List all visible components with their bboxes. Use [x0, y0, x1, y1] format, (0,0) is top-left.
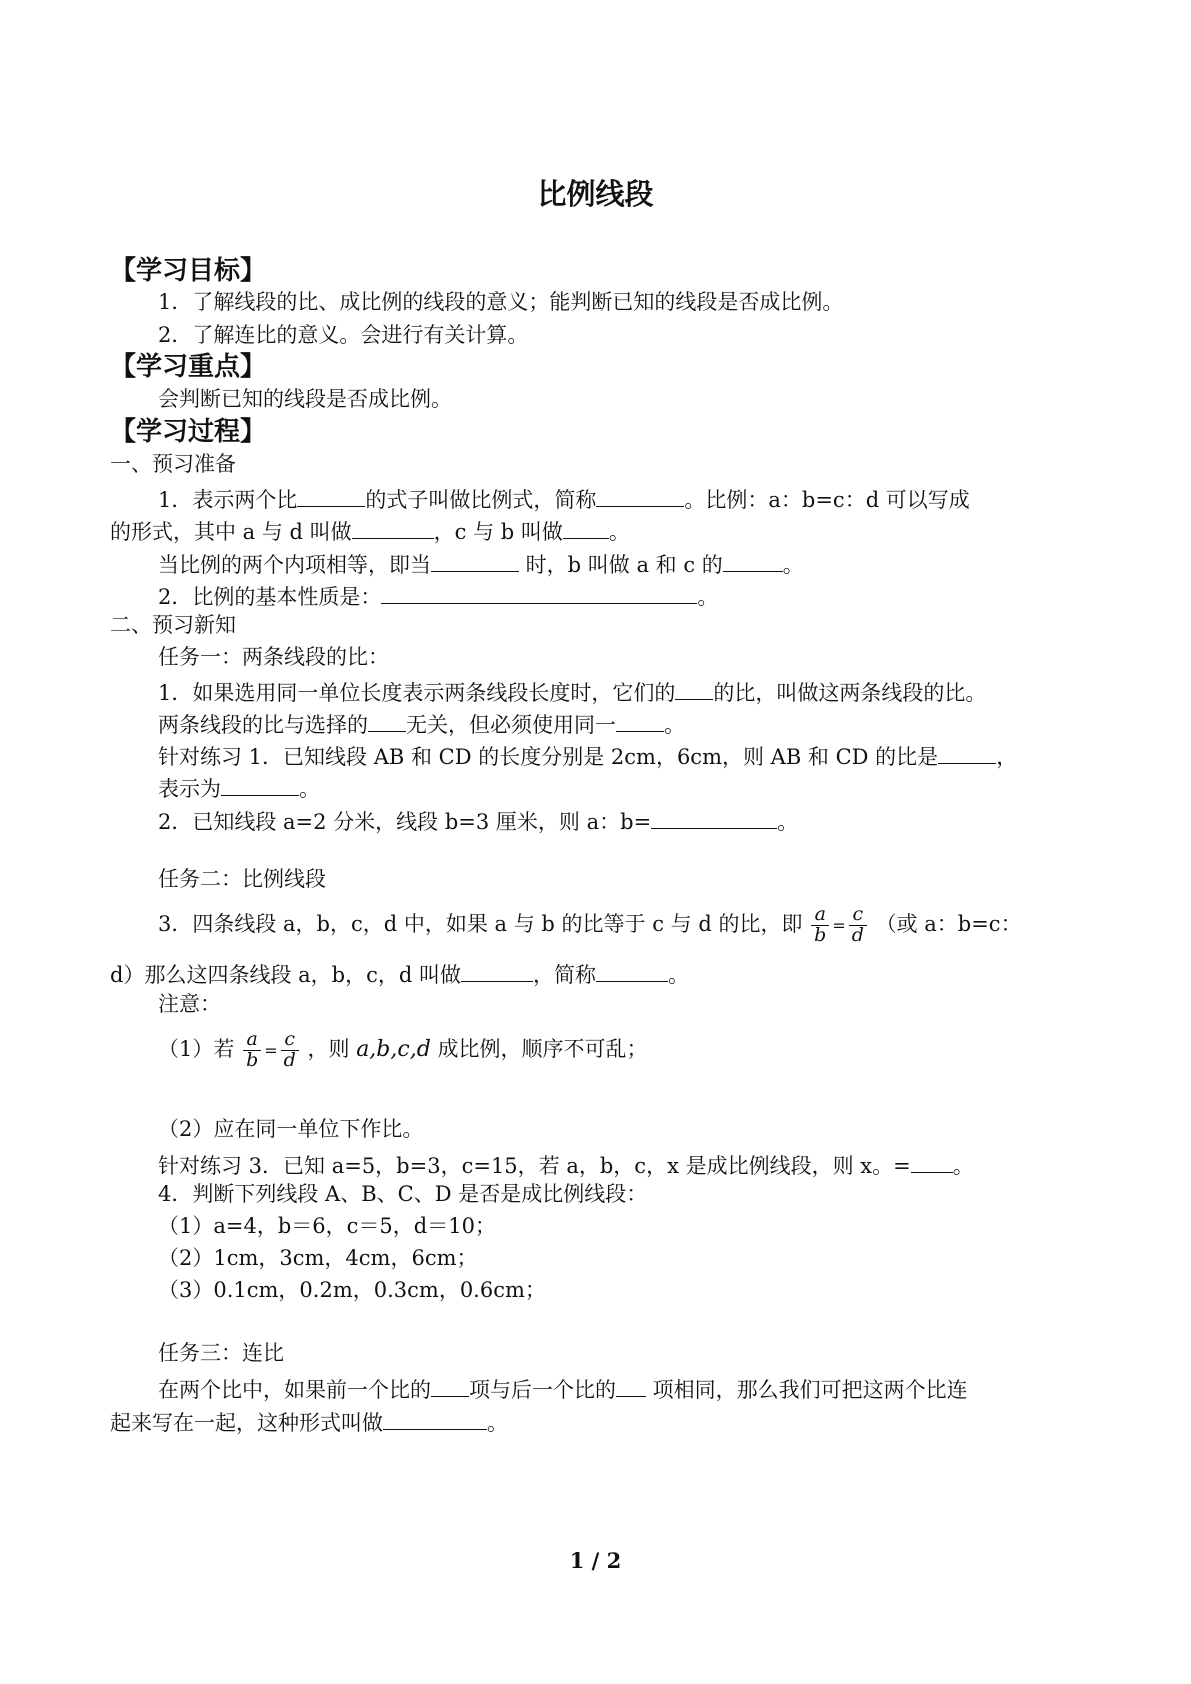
- prep-text: 的形式，其中 a 与 d 叫做: [110, 520, 352, 545]
- task-text: 。: [487, 1411, 508, 1436]
- answer-blank[interactable]: [563, 516, 609, 539]
- prep-text: 时，b 叫做 a 和 c 的: [519, 553, 723, 578]
- prep-line-4: [158, 581, 718, 610]
- task-text: 1．如果选用同一单位长度表示两条线段长度时，它们的: [158, 681, 676, 706]
- task-text: 。: [299, 777, 320, 802]
- prep-text: 。比例：a：b=c：d 可以写成: [684, 488, 970, 513]
- task3-line-2: [110, 1407, 508, 1436]
- task-text: 表示为: [158, 777, 221, 802]
- frac-den: d: [849, 925, 867, 946]
- answer-blank[interactable]: [221, 773, 299, 796]
- process-heading: 【学习过程】: [110, 417, 267, 447]
- task2-heading: 任务二：比例线段: [158, 867, 326, 891]
- question-3-line-1: [158, 905, 1022, 946]
- prep-line-1: [158, 484, 970, 513]
- keypoint-heading: 【学习重点】: [110, 352, 267, 382]
- note-text: 成比例，顺序不可乱；: [430, 1036, 648, 1061]
- exercise-3: [158, 1150, 974, 1179]
- task-text: 针对练习 1．已知线段 AB 和 CD 的长度分别是 2cm，6cm，则 AB 和 CD 的比是: [158, 745, 939, 770]
- exercise-1-line-1: [158, 741, 1017, 770]
- frac-num: c: [852, 903, 864, 925]
- prep-line-2: [110, 516, 630, 545]
- task1-line-1: [158, 677, 986, 706]
- prep-text: 当比例的两个内项相等，即当: [158, 553, 431, 578]
- answer-blank[interactable]: [651, 806, 777, 829]
- page-number: 1 / 2: [569, 1548, 622, 1573]
- task3-line-1: [158, 1374, 968, 1403]
- answer-blank[interactable]: [938, 741, 996, 764]
- answer-blank[interactable]: [461, 959, 533, 982]
- prep-text: 。: [608, 520, 630, 545]
- note-text: （1）若: [158, 1036, 235, 1061]
- frac-den: d: [281, 1050, 299, 1071]
- task-text: 无关，但必须使用同一: [406, 713, 616, 738]
- question-4: 4．判断下列线段 A、B、C、D 是否是成比例线段：: [158, 1182, 648, 1206]
- task1-heading: 任务一：两条线段的比：: [158, 645, 389, 669]
- page-title: 比例线段: [537, 177, 654, 211]
- exercise-1-line-2: [158, 773, 320, 802]
- answer-blank[interactable]: [431, 1374, 469, 1397]
- answer-blank[interactable]: [616, 709, 664, 732]
- task-text: ，: [996, 745, 1018, 770]
- task-text: 。: [777, 810, 799, 835]
- note-text: ，则: [307, 1036, 350, 1061]
- objectives-heading: 【学习目标】: [110, 256, 267, 286]
- task-text: 项与后一个比的: [469, 1378, 616, 1403]
- answer-blank[interactable]: [723, 549, 783, 572]
- frac-num: a: [246, 1028, 258, 1050]
- frac-num: c: [284, 1028, 296, 1050]
- note-2: （2）应在同一单位下作比。: [158, 1117, 424, 1141]
- objective-1: 1．了解线段的比、成比例的线段的意义；能判断已知的线段是否成比例。: [158, 290, 844, 314]
- prep-heading: 一、预习准备: [110, 452, 236, 476]
- task-text: ，简称: [532, 963, 596, 988]
- answer-blank[interactable]: [911, 1150, 953, 1173]
- task-text: 针对练习 3．已知 a=5，b=3，c=15，若 a，b，c，x 是成比例线段，则 x。=: [158, 1154, 911, 1179]
- task-text: 2．已知线段 a=2 分米，线段 b=3 厘米，则 a：b=: [158, 810, 652, 835]
- task-text: 起来写在一起，这种形式叫做: [110, 1411, 383, 1436]
- frac-den: b: [243, 1050, 261, 1071]
- answer-blank[interactable]: [297, 484, 365, 507]
- task-text: 两条线段的比与选择的: [158, 713, 368, 738]
- variables-abcd: a,b,c,d: [356, 1036, 431, 1062]
- question-4-item-3: （3）0.1cm，0.2m，0.3cm，0.6cm；: [158, 1278, 546, 1302]
- question-4-item-2: （2）1cm，3cm，4cm，6cm；: [158, 1246, 478, 1270]
- prep-text: 1．表示两个比: [158, 488, 298, 513]
- objective-2: 2．了解连比的意义。会进行有关计算。: [158, 323, 529, 347]
- prep-text: 。: [782, 553, 804, 578]
- equals-sign: =: [264, 1040, 278, 1060]
- new-heading: 二、预习新知: [110, 613, 236, 637]
- task-text: 项相同，那么我们可把这两个比连: [646, 1378, 968, 1403]
- answer-blank[interactable]: [596, 484, 684, 507]
- task3-heading: 任务三：连比: [158, 1341, 284, 1365]
- answer-blank[interactable]: [431, 549, 519, 572]
- answer-blank[interactable]: [596, 959, 668, 982]
- fraction-c-over-d: [849, 905, 867, 946]
- prep-text: 。: [697, 585, 719, 610]
- answer-blank[interactable]: [352, 516, 434, 539]
- fraction-a-over-b: [811, 905, 829, 946]
- prep-text: 2．比例的基本性质是：: [158, 585, 382, 610]
- task-text: 的比，叫做这两条线段的比。: [713, 681, 987, 706]
- equals-sign: =: [832, 915, 846, 935]
- task-text: 。: [664, 713, 685, 738]
- fraction-a-over-b: [243, 1030, 261, 1071]
- question-3-line-2: [110, 959, 689, 988]
- note-1: [158, 1030, 647, 1071]
- task-text: d）那么这四条线段 a，b，c，d 叫做: [110, 963, 461, 988]
- task-text: 。: [952, 1154, 974, 1179]
- answer-blank[interactable]: [368, 709, 406, 732]
- question-4-item-1: （1）a=4，b＝6，c＝5，d＝10；: [158, 1214, 496, 1238]
- task1-line-2: [158, 709, 685, 738]
- answer-blank[interactable]: [616, 1374, 646, 1397]
- task-text: 在两个比中，如果前一个比的: [158, 1378, 431, 1403]
- task-text: 。: [667, 963, 689, 988]
- task-text: （或 a：b=c：: [875, 911, 1022, 936]
- prep-text: ，c 与 b 叫做: [433, 520, 563, 545]
- note-heading: 注意：: [158, 992, 221, 1016]
- answer-blank[interactable]: [383, 1407, 487, 1430]
- fraction-c-over-d: [281, 1030, 299, 1071]
- answer-blank[interactable]: [675, 677, 713, 700]
- frac-den: b: [811, 925, 829, 946]
- frac-num: a: [814, 903, 826, 925]
- question-2: [158, 806, 798, 835]
- prep-text: 的式子叫做比例式，简称: [365, 488, 597, 513]
- answer-blank[interactable]: [381, 581, 697, 604]
- prep-line-3: [158, 549, 804, 578]
- keypoint-text: 会判断已知的线段是否成比例。: [158, 387, 452, 411]
- task-text: 3．四条线段 a，b，c，d 中，如果 a 与 b 的比等于 c 与 d 的比，即: [158, 911, 803, 936]
